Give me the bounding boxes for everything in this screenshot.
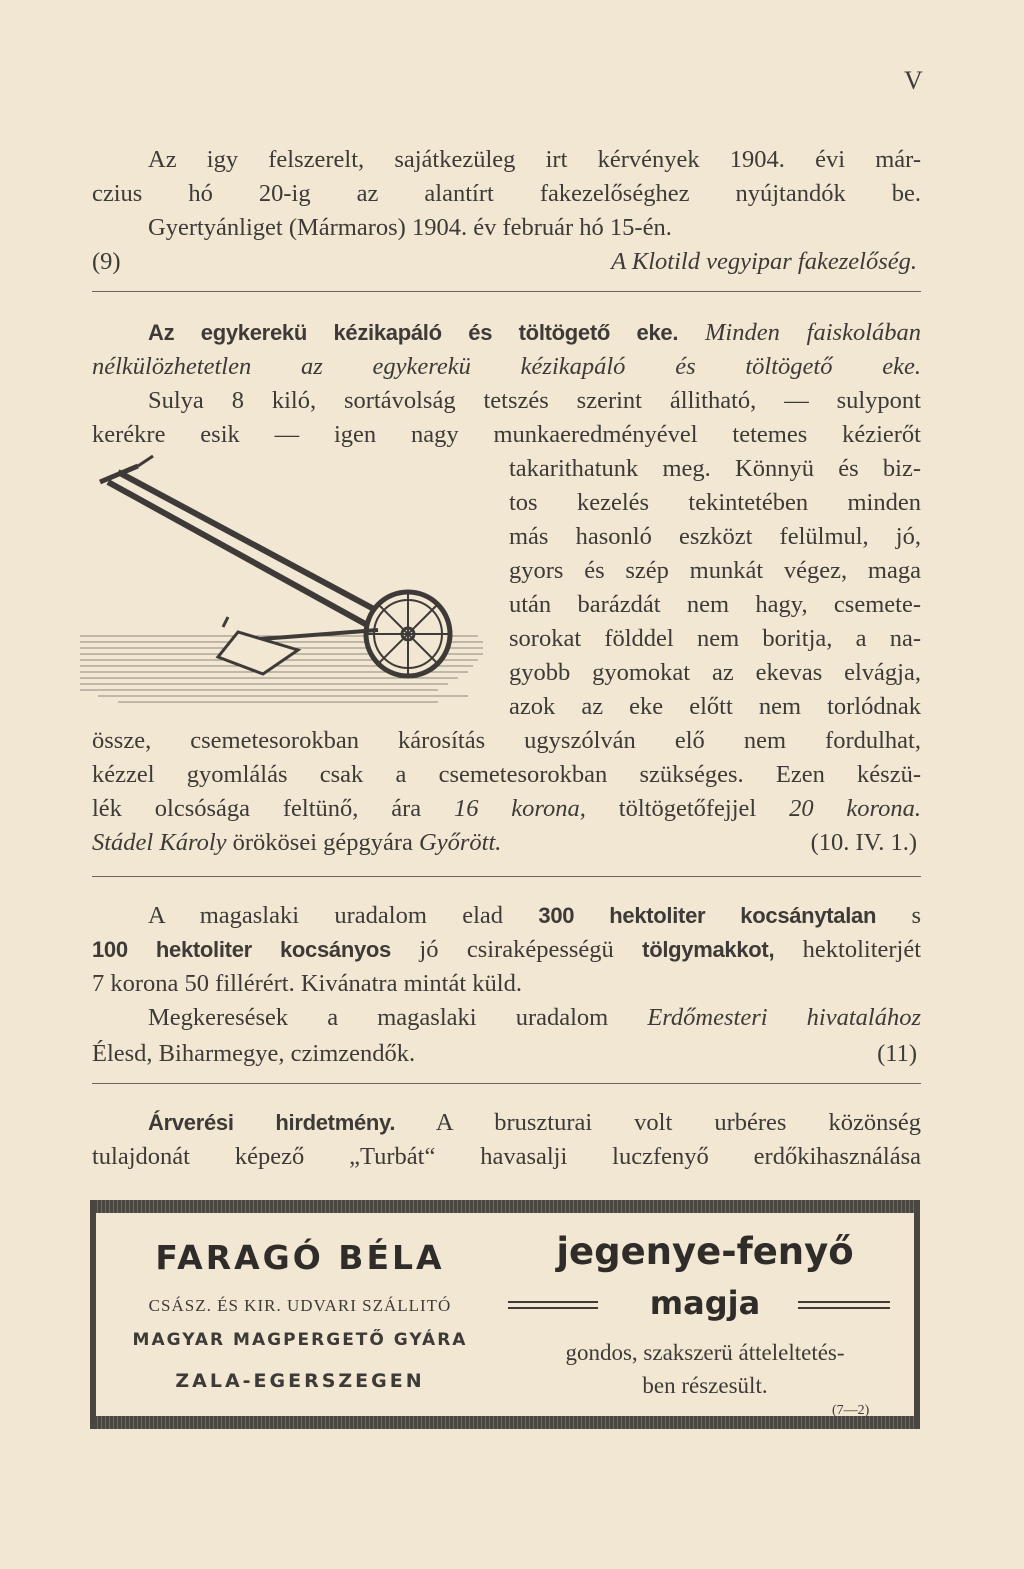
page-number: V — [904, 66, 923, 95]
text-line: Gyertyánliget (Mármaros) 1904. év február hó 15-én. — [148, 214, 672, 241]
address: Élesd, Biharmegye, czimzendők. — [92, 1040, 416, 1067]
text-line: más hasonló eszközt felülmul, jó, — [509, 523, 921, 550]
text-line: takarithatunk meg. Könnyü és biz- — [509, 455, 921, 482]
firm-name: FARAGÓ BÉLA — [155, 1238, 445, 1277]
ad-subtitle: Minden faiskolában — [705, 319, 921, 346]
text-line — [148, 1001, 921, 1035]
office-name: Erdőmesteri hivatalához — [647, 1004, 921, 1031]
text-line: 7 korona 50 fillérért. Kivánatra mintát küld. — [92, 970, 522, 997]
maker-line — [92, 826, 921, 860]
ad-title-line — [148, 316, 921, 350]
ad-border — [914, 1200, 920, 1429]
product-amount: 300 hektoliter kocsánytalan — [538, 903, 877, 928]
text-line: Sulya 8 kiló, sortávolság tetszés szerint állitható, — sulypont — [148, 387, 921, 414]
ad-headline: jegenye-fenyő — [556, 1230, 854, 1273]
ad-headline: magja — [649, 1284, 761, 1322]
firm-factory: MAGYAR MAGPERGETŐ GYÁRA — [132, 1330, 468, 1350]
text-line — [92, 1037, 921, 1071]
ad-code: (10. IV. 1.) — [810, 829, 917, 856]
ad-text: ben részesült. — [642, 1373, 768, 1398]
text-segment: A brusztu​rai volt urbéres közönség — [435, 1109, 921, 1136]
maker-city: Győrött. — [419, 829, 502, 856]
divider — [92, 1083, 921, 1084]
text-line: össze, csemetesorokban károsítás ugyszólván elő nem fordulhat, — [92, 727, 921, 754]
text-segment: s — [911, 902, 921, 929]
hoe-plow-illustration — [78, 452, 498, 722]
text-segment: hektoliterjét — [802, 936, 921, 963]
ad-code: (9) — [92, 248, 121, 275]
text-line: kézzel gyomlálás csak a csemetesorokban szükséges. Ezen készü- — [92, 761, 921, 788]
text-line: kerékre esik — igen nagy munkaeredményével tetemes kézierőt — [92, 421, 921, 448]
ad-code: (11) — [877, 1040, 917, 1067]
text-segment: örökösei gépgyára — [232, 829, 413, 856]
product-name: tölgymakkot, — [642, 937, 775, 962]
ad-border — [90, 1416, 920, 1429]
price: 20 korona. — [789, 795, 921, 822]
firm-city: ZALA-EGERSZEGEN — [175, 1370, 425, 1392]
text-line: gyors és szép munkát végez, maga — [509, 557, 921, 584]
advertisement-box — [90, 1200, 920, 1430]
signature-line — [92, 245, 921, 279]
text-line: után barázdát nem hagy, csemete- — [509, 591, 921, 618]
ad-border — [90, 1200, 96, 1429]
text-line — [148, 899, 921, 933]
text-line: tulajdonát képező „Turbát“ havasalji luczfenyő erdőkihasználása — [92, 1143, 921, 1170]
text-segment: Megkeresések a magaslaki uradalom — [148, 1004, 609, 1031]
text-line — [148, 1106, 921, 1140]
text-line: azok az eke előtt nem torlódnak — [509, 693, 921, 720]
ad-ornament — [798, 1301, 890, 1309]
text-segment: A magaslaki uradalom elad — [148, 902, 504, 929]
divider — [92, 876, 921, 877]
text-line: sorokat földdel nem boritja, a na- — [509, 625, 921, 652]
text-segment: jó csiraképességü — [419, 936, 614, 963]
price-line — [92, 792, 921, 826]
notice-title: Árverési hirdetmény. — [148, 1110, 396, 1135]
text-segment: töltögetőfejjel — [618, 795, 757, 822]
text-line: tos kezelés tekintetében minden — [509, 489, 921, 516]
text-segment: lék olcsósága feltünő, ára — [92, 795, 422, 822]
text-line: czius hó 20-ig az alantírt fakezelőséghez nyújtandók be. — [92, 180, 921, 207]
divider — [92, 291, 921, 292]
text-line: Az igy felszerelt, sajátkezüleg irt kérvények 1904. évi már- — [148, 146, 921, 173]
ad-title: Az egykerekü kézikapáló és töltögető eke. — [148, 320, 679, 345]
text-line — [92, 933, 921, 967]
product-amount: 100 hektoliter kocsányos — [92, 937, 391, 962]
ad-code: (7—2) — [832, 1403, 870, 1418]
maker-name: Stádel Károly — [92, 829, 227, 856]
text-line: gyobb gyomokat az ekevas elvágja, — [509, 659, 921, 686]
signature: A Klotild vegyipar fakezelőség. — [611, 248, 917, 275]
ad-text: gondos, szakszerü átteleltetés- — [565, 1340, 845, 1365]
text-line: nélkülözhetetlen az egykerekü kézikapáló és töltögető eke. — [92, 353, 921, 380]
firm-title: CSÁSZ. ÉS KIR. UDVARI SZÁLLITÓ — [148, 1296, 452, 1315]
price: 16 korona, — [453, 795, 586, 822]
ad-border — [90, 1200, 920, 1213]
